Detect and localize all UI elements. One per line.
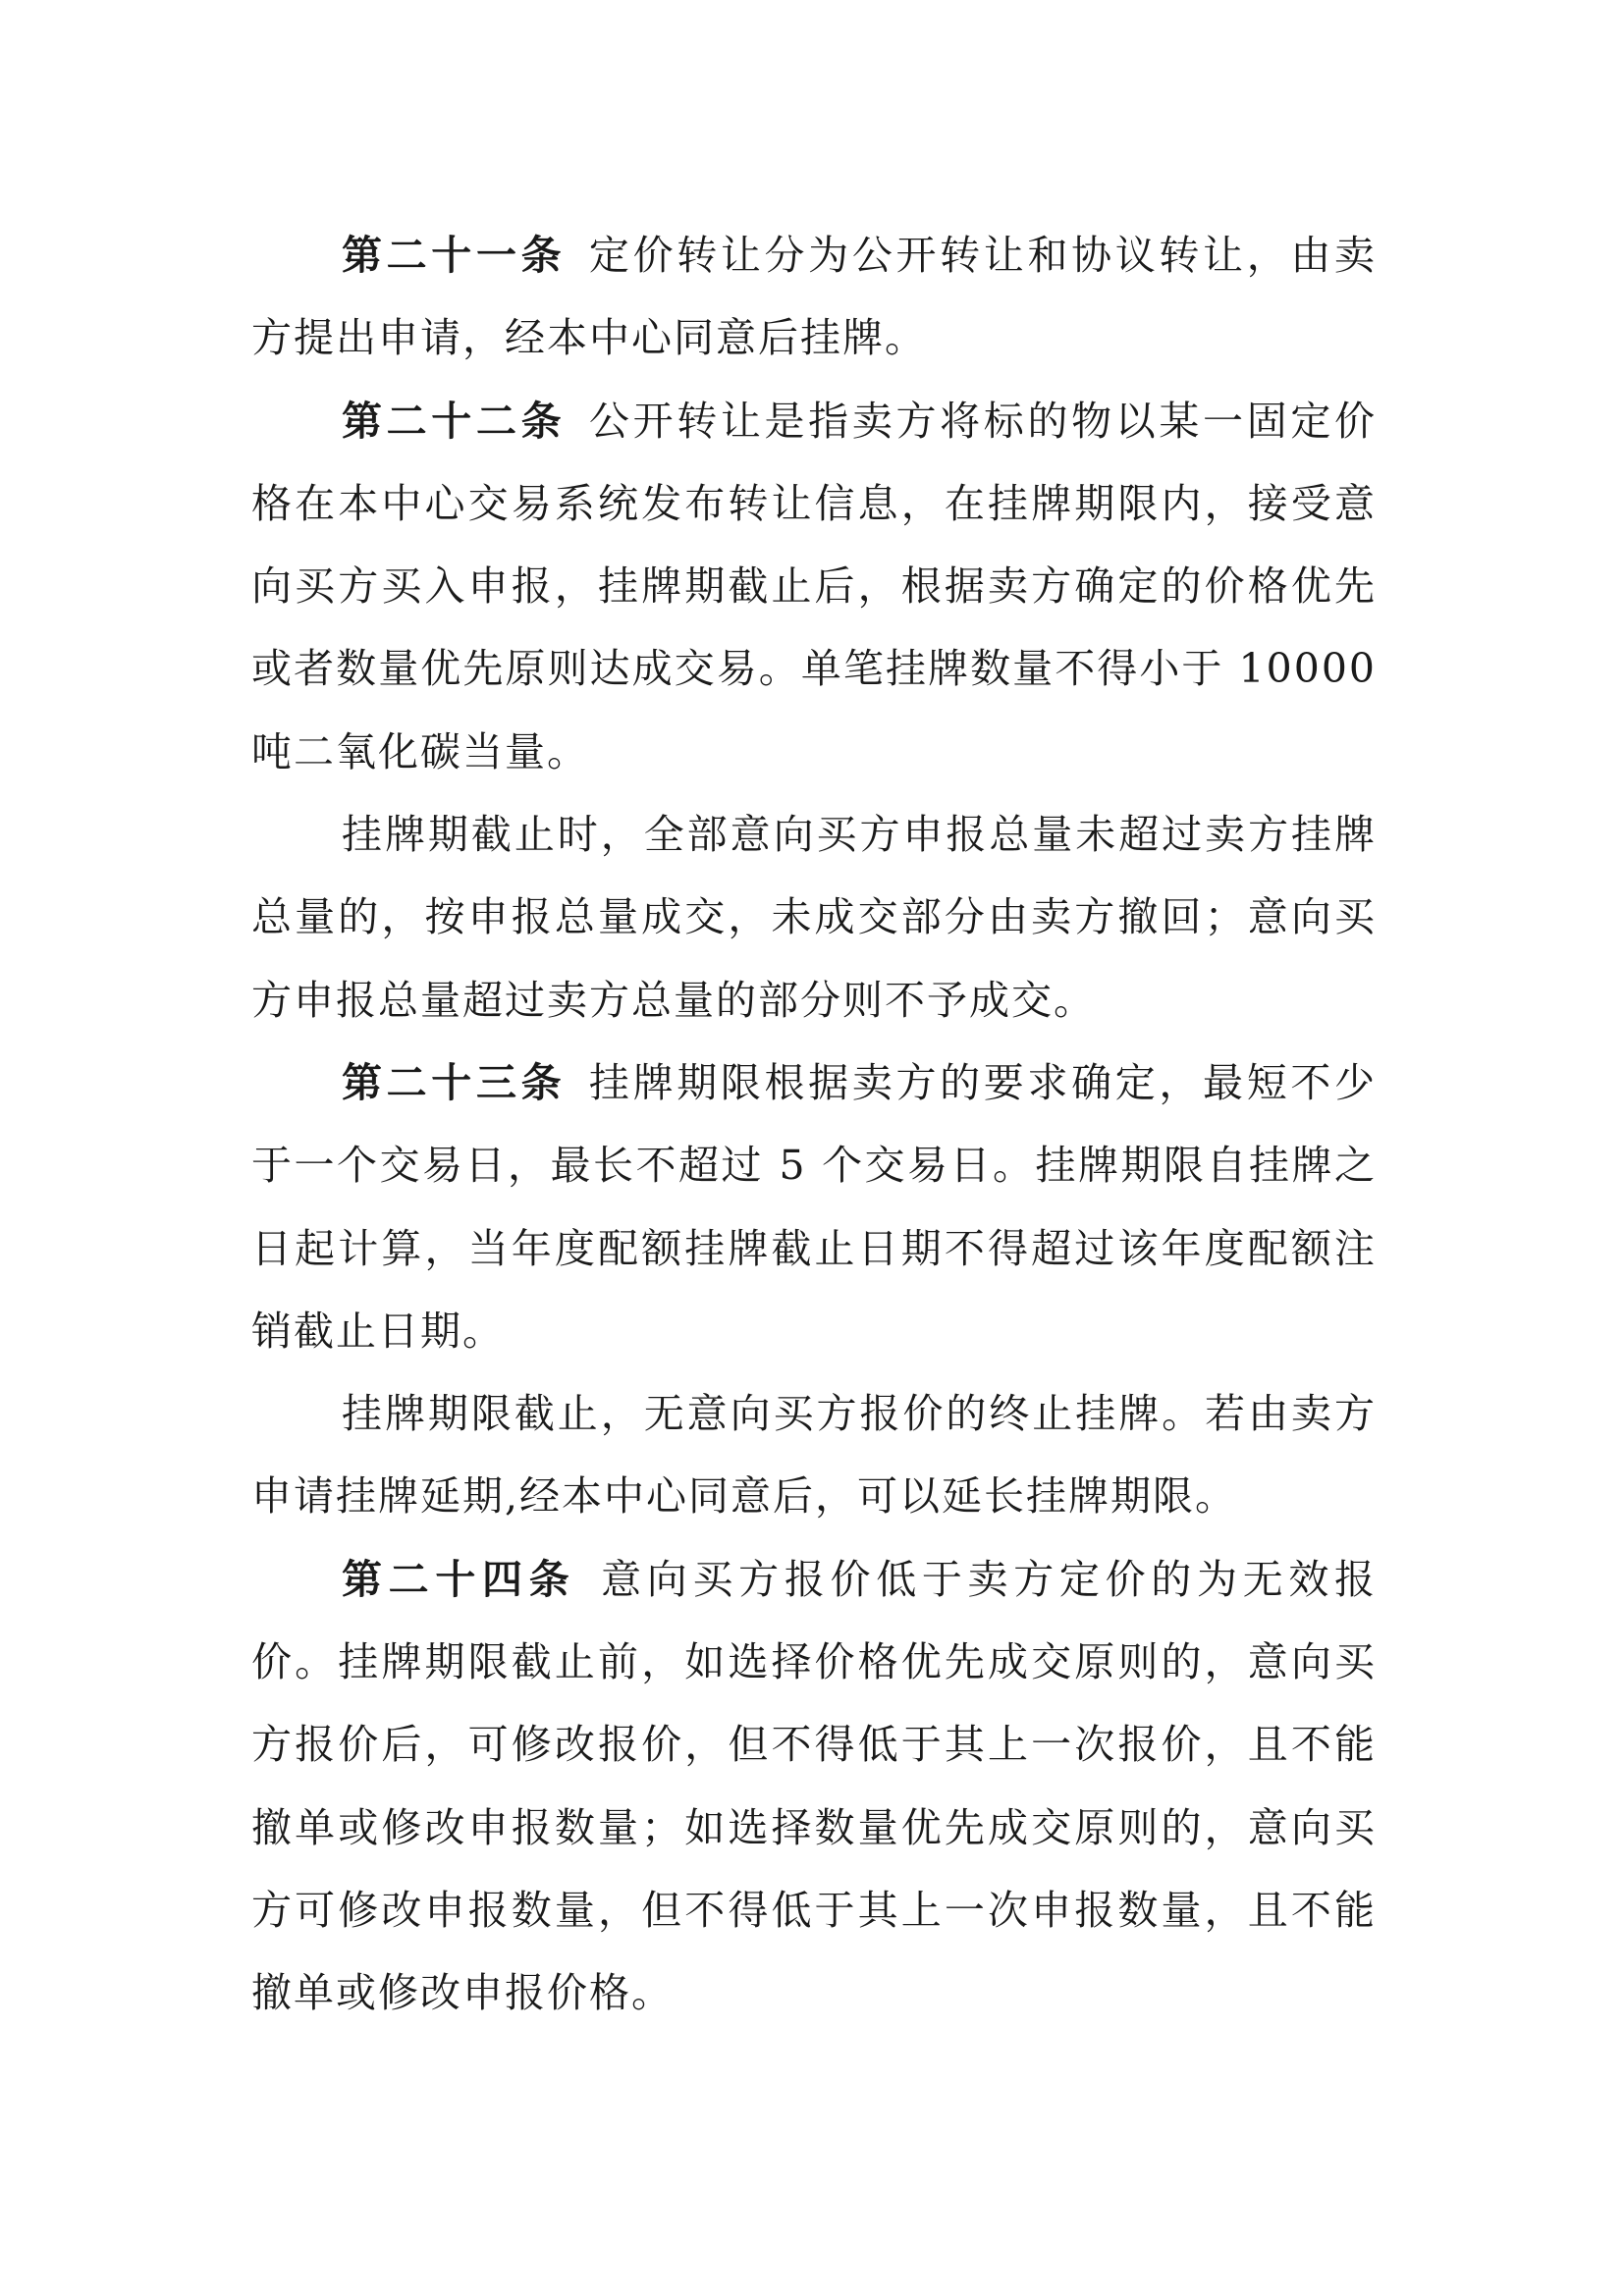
paragraph-article-22 — [251, 380, 1377, 793]
document-body — [251, 214, 1377, 2035]
article-number: 第二十四条 — [342, 1555, 576, 1603]
paragraph-article-23-cont — [251, 1372, 1377, 1538]
paragraph-article-21 — [251, 214, 1377, 380]
paragraph-text: 挂牌期限截止，无意向买方报价的终止挂牌。若由卖方申请挂牌延期,经本中心同意后，可以延长挂牌期限。 — [251, 1390, 1377, 1521]
paragraph-text: 意向买方报价低于卖方定价的为无效报价。挂牌期限截止前，如选择价格优先成交原则的，意向买方报价后，可修改报价，但不得低于其上一次报价，且不能撤单或修改申报数量；如选择数量优先成交原则的，意向买方可修改申报数量，但不得低于其上一次申报数量，且不能撤单或修改申报价格。 — [251, 1555, 1378, 2017]
paragraph-text: 公开转让是指卖方将标的物以某一固定价格在本中心交易系统发布转让信息，在挂牌期限内，接受意向买方买入申报，挂牌期截止后，根据卖方确定的价格优先或者数量优先原则达成交易。单笔挂牌数量不得小于 10000 吨二氧化碳当量。 — [251, 397, 1378, 775]
paragraph-text: 挂牌期限根据卖方的要求确定，最短不少于一个交易日，最长不超过 5 个交易日。挂牌期限自挂牌之日起计算，当年度配额挂牌截止日期不得超过该年度配额注销截止日期。 — [251, 1058, 1378, 1355]
article-number: 第二十一条 — [342, 232, 567, 279]
paragraph-text: 挂牌期截止时，全部意向买方申报总量未超过卖方挂牌总量的，按申报总量成交，未成交部分由卖方撤回；意向买方申报总量超过卖方总量的部分则不予成交。 — [251, 811, 1377, 1024]
paragraph-article-22-cont — [251, 793, 1377, 1041]
article-number: 第二十三条 — [342, 1058, 567, 1106]
paragraph-article-24 — [251, 1538, 1377, 2035]
article-number: 第二十二条 — [342, 397, 567, 445]
paragraph-text: 定价转让分为公开转让和协议转让，由卖方提出申请，经本中心同意后挂牌。 — [251, 232, 1378, 362]
paragraph-article-23 — [251, 1041, 1377, 1372]
